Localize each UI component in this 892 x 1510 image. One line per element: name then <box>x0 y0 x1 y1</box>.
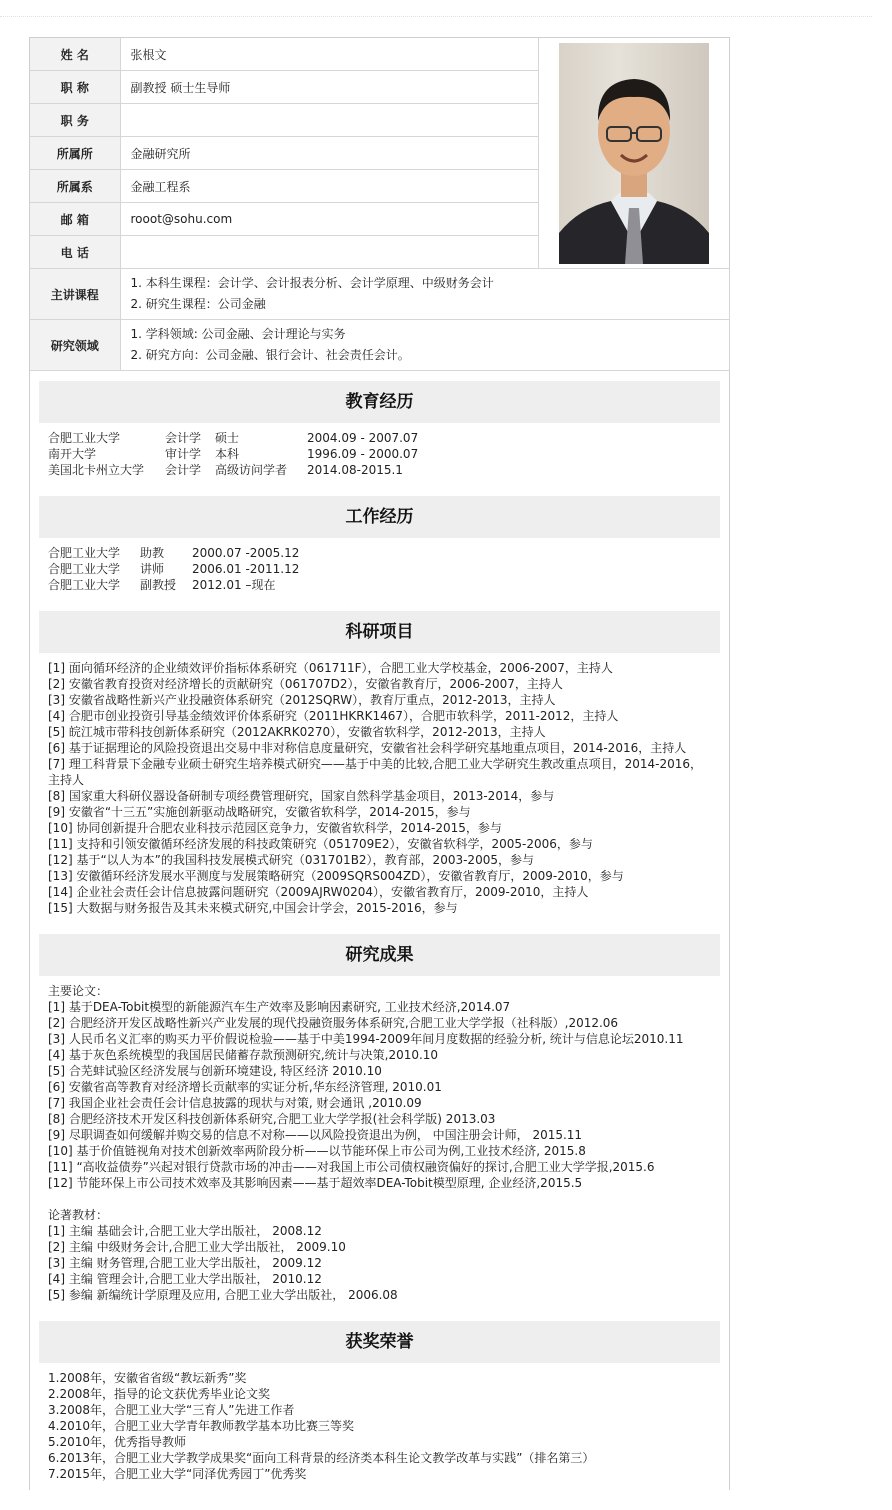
project-item: [2] 安徽省教育投资对经济增长的贡献研究（061707D2），安徽省教育厅，2006-2007，主持人 <box>48 677 563 691</box>
work-period: 2006.01 -2011.12 <box>192 562 300 576</box>
work-role: 助教 <box>140 546 165 560</box>
edu-major: 会计学 <box>165 431 202 445</box>
work-role: 讲师 <box>140 562 165 576</box>
institute-label: 所属所 <box>30 137 120 170</box>
paper-item: [7] 我国企业社会责任会计信息披露的现状与对策, 财会通讯 ,2010.09 <box>48 1096 422 1110</box>
work-row <box>48 577 711 593</box>
honor-item: 1.2008年，安徽省省级“教坛新秀”奖 <box>48 1371 247 1385</box>
course-item: 1. 本科生课程：会计学、会计报表分析、会计学原理、中级财务会计 <box>130 276 494 290</box>
papers-title: 主要论文： <box>48 984 109 998</box>
edu-major: 审计学 <box>165 447 202 461</box>
department-value: 金融工程系 <box>120 170 538 203</box>
profile-photo <box>559 43 709 264</box>
project-item: [3] 安徽省战略性新兴产业投融资体系研究（2012SQRW），教育厅重点，2012-2013，主持人 <box>48 693 556 707</box>
position-label: 职 务 <box>30 104 120 137</box>
honors-list <box>39 1363 720 1490</box>
edu-degree: 本科 <box>215 447 240 461</box>
email-value[interactable]: rooot@sohu.com <box>120 203 538 236</box>
honor-item: 7.2015年，合肥工业大学“同泽优秀园丁”优秀奖 <box>48 1467 307 1481</box>
project-item: [4] 合肥市创业投资引导基金绩效评价体系研究（2011HKRK1467），合肥市软科学，2011-2012，主持人 <box>48 709 619 723</box>
paper-item: [11] “高收益债券”兴起对银行贷款市场的冲击——对我国上市公司债权融资偏好的探讨,合肥工业大学学报,2015.6 <box>48 1160 655 1174</box>
work-list <box>39 538 720 601</box>
research-item: 1. 学科领域: 公司金融、会计理论与实务 <box>130 327 346 341</box>
project-item: [15] 大数据与财务报告及其未来模式研究,中国会计学会，2015-2016，参与 <box>48 901 458 915</box>
education-section <box>30 371 729 486</box>
project-item: [11] 支持和引领安徽循环经济发展的科技政策研究（051709E2），安徽省软科学，2005-2006，参与 <box>48 837 593 851</box>
work-period: 2000.07 -2005.12 <box>192 546 300 560</box>
project-item: [6] 基于证据理论的风险投资退出交易中非对称信息度量研究，安徽省社会科学研究基地重点项目，2014-2016，主持人 <box>48 741 687 755</box>
name-value: 张根文 <box>120 38 538 71</box>
title-value: 副教授 硕士生导师 <box>120 71 538 104</box>
edu-period: 1996.09 - 2000.07 <box>307 447 419 461</box>
paper-item: [2] 合肥经济开发区战略性新兴产业发展的现代投融资服务体系研究,合肥工业大学学报（社科版）,2012.06 <box>48 1016 619 1030</box>
research-value <box>120 320 729 371</box>
paper-item: [10] 基于价值链视角对技术创新效率两阶段分析——以节能环保上市公司为例,工业技术经济, 2015.8 <box>48 1144 586 1158</box>
title-label: 职 称 <box>30 71 120 104</box>
honor-item: 6.2013年，合肥工业大学教学成果奖“面向工科背景的经济类本科生论文教学改革与实践”（排名第三） <box>48 1451 595 1465</box>
edu-school: 合肥工业大学 <box>48 431 121 445</box>
honor-item: 3.2008年，合肥工业大学“三育人”先进工作者 <box>48 1403 295 1417</box>
book-item: [3] 主编 财务管理,合肥工业大学出版社， 2009.12 <box>48 1256 322 1270</box>
institute-value: 金融研究所 <box>120 137 538 170</box>
edu-major: 会计学 <box>165 463 202 477</box>
department-label: 所属系 <box>30 170 120 203</box>
edu-period: 2004.09 - 2007.07 <box>307 431 419 445</box>
edu-degree: 硕士 <box>215 431 240 445</box>
achievements-heading: 研究成果 <box>39 934 720 976</box>
work-row <box>48 545 711 561</box>
project-item: [7] 理工科背景下金融专业硕士研究生培养模式研究——基于中美的比较,合肥工业大学研究生教改重点项目，2014-2016，主持人 <box>48 757 703 787</box>
education-row <box>48 430 711 446</box>
phone-value <box>120 236 538 269</box>
project-item: [9] 安徽省“十三五”实施创新驱动战略研究，安徽省软科学，2014-2015，参与 <box>48 805 471 819</box>
book-item: [2] 主编 中级财务会计,合肥工业大学出版社， 2009.10 <box>48 1240 346 1254</box>
book-item: [5] 参编 新编统计学原理及应用, 合肥工业大学出版社， 2006.08 <box>48 1288 398 1302</box>
project-item: [10] 协同创新提升合肥农业科技示范园区竞争力，安徽省软科学，2014-2015，参与 <box>48 821 502 835</box>
books-title: 论著教材： <box>48 1208 109 1222</box>
work-role: 副教授 <box>140 578 177 592</box>
basic-info-table <box>30 38 730 371</box>
paper-item: [3] 人民币名义汇率的购买力平价假说检验——基于中美1994-2009年间月度数据的经验分析, 统计与信息论坛2010.11 <box>48 1032 684 1046</box>
honor-item: 2.2008年，指导的论文获优秀毕业论文奖 <box>48 1387 270 1401</box>
edu-school: 美国北卡州立大学 <box>48 463 145 477</box>
research-item: 2. 研究方向：公司金融、银行会计、社会责任会计。 <box>130 348 410 362</box>
education-list <box>39 423 720 486</box>
achievements-section <box>30 924 729 1311</box>
project-item: [8] 国家重大科研仪器设备研制专项经费管理研究，国家自然科学基金项目，2013-2014，参与 <box>48 789 555 803</box>
paper-item: [9] 尽职调查如何缓解并购交易的信息不对称——以风险投资退出为例， 中国注册会计师， 2015.11 <box>48 1128 583 1142</box>
education-row <box>48 462 711 478</box>
projects-list <box>39 653 720 924</box>
honors-section <box>30 1311 729 1490</box>
project-item: [13] 安徽循环经济发展水平测度与发展策略研究（2009SQRS004ZD），安徽省教育厅，2009-2010，参与 <box>48 869 624 883</box>
photo-cell <box>538 38 729 269</box>
edu-school: 南开大学 <box>48 447 97 461</box>
research-label: 研究领域 <box>30 320 120 371</box>
top-divider <box>0 16 872 17</box>
work-org: 合肥工业大学 <box>48 562 121 576</box>
phone-label: 电 话 <box>30 236 120 269</box>
project-item: [14] 企业社会责任会计信息披露问题研究（2009AJRW0204），安徽省教育厅，2009-2010，主持人 <box>48 885 589 899</box>
name-label: 姓 名 <box>30 38 120 71</box>
work-org: 合肥工业大学 <box>48 546 121 560</box>
courses-value <box>120 269 729 320</box>
projects-heading: 科研项目 <box>39 611 720 653</box>
edu-degree: 高级访问学者 <box>215 463 288 477</box>
work-heading: 工作经历 <box>39 496 720 538</box>
education-heading: 教育经历 <box>39 381 720 423</box>
work-section <box>30 486 729 601</box>
paper-item: [8] 合肥经济技术开发区科技创新体系研究,合肥工业大学学报(社会科学版) 2013.03 <box>48 1112 496 1126</box>
projects-section <box>30 601 729 924</box>
project-item: [1] 面向循环经济的企业绩效评价指标体系研究（061711F），合肥工业大学校基金，2006-2007，主持人 <box>48 661 613 675</box>
email-label: 邮 箱 <box>30 203 120 236</box>
profile-container <box>29 37 730 1490</box>
paper-item: [5] 合芜蚌试验区经济发展与创新环境建设, 特区经济 2010.10 <box>48 1064 382 1078</box>
edu-period: 2014.08-2015.1 <box>307 463 403 477</box>
paper-item: [4] 基于灰色系统模型的我国居民储蓄存款预测研究,统计与决策,2010.10 <box>48 1048 439 1062</box>
achievements-list <box>39 976 720 1311</box>
course-item: 2. 研究生课程：公司金融 <box>130 297 266 311</box>
paper-item: [1] 基于DEA-Tobit模型的新能源汽车生产效率及影响因素研究, 工业技术经济,2014.07 <box>48 1000 511 1014</box>
honor-item: 5.2010年，优秀指导教师 <box>48 1435 186 1449</box>
work-row <box>48 561 711 577</box>
paper-item: [6] 安徽省高等教育对经济增长贡献率的实证分析,华东经济管理, 2010.01 <box>48 1080 442 1094</box>
position-value <box>120 104 538 137</box>
honor-item: 4.2010年，合肥工业大学青年教师教学基本功比赛三等奖 <box>48 1419 354 1433</box>
paper-item: [12] 节能环保上市公司技术效率及其影响因素——基于超效率DEA-Tobit模型原理, 企业经济,2015.5 <box>48 1176 583 1190</box>
book-item: [4] 主编 管理会计,合肥工业大学出版社， 2010.12 <box>48 1272 322 1286</box>
project-item: [12] 基于“以人为本”的我国科技发展模式研究（031701B2），教育部，2003-2005，参与 <box>48 853 534 867</box>
courses-label: 主讲课程 <box>30 269 120 320</box>
book-item: [1] 主编 基础会计,合肥工业大学出版社， 2008.12 <box>48 1224 322 1238</box>
education-row <box>48 446 711 462</box>
honors-heading: 获奖荣誉 <box>39 1321 720 1363</box>
work-period: 2012.01 –现在 <box>192 578 276 592</box>
spacer <box>48 1191 711 1207</box>
project-item: [5] 皖江城市带科技创新体系研究（2012AKRK0270），安徽省软科学，2012-2013，主持人 <box>48 725 546 739</box>
work-org: 合肥工业大学 <box>48 578 121 592</box>
